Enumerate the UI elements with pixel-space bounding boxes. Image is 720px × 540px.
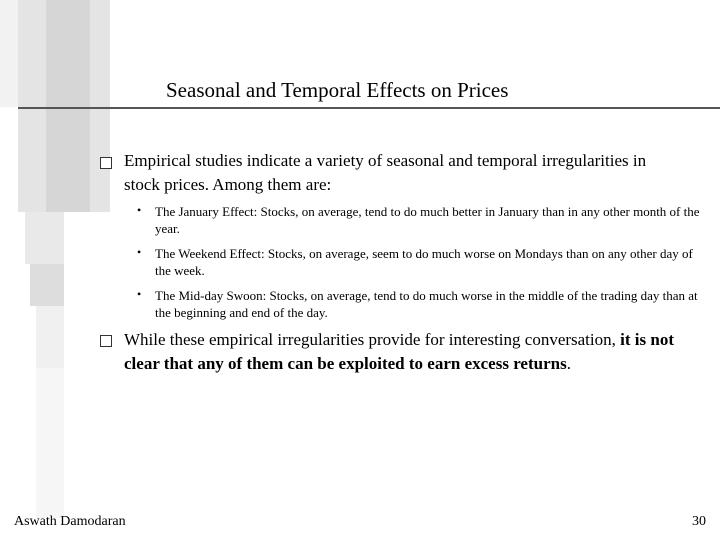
bullet-text: Empirical studies indicate a variety of seasonal and temporal irregularities in stock prices. Among them are: [124,151,647,194]
sub-bullet-dot: • [137,245,142,259]
bullet-text-emphasis: it is not clear that any of them can be exploited to earn excess returns [124,330,674,373]
square-bullet-icon [100,335,112,347]
bullet-text-plain: While these empirical irregularities provide for interesting conversation, [124,330,621,349]
sub-bullet-text: The January Effect: Stocks, on average, tend to do much better in January than in any other month of the year. [155,204,700,236]
decor-block [25,212,64,264]
decor-block [36,306,64,368]
decor-block [30,264,64,306]
footer-author: Aswath Damodaran [14,514,126,529]
sub-bullet-text: The Mid-day Swoon: Stocks, on average, tend to do much worse in the middle of the trading day than at the beginning and end of the day. [155,288,698,320]
square-bullet-icon [100,157,112,169]
sub-bullet-dot: • [137,287,142,301]
title-divider [18,107,720,109]
page-number: 30 [692,514,706,529]
sub-bullet-text: The Weekend Effect: Stocks, on average, seem to do much worse on Mondays than on any other day of the week. [155,246,693,278]
decor-block [46,0,90,212]
sub-bullet-dot: • [137,203,142,217]
bullet-text-end: . [566,354,571,373]
decor-block [36,368,64,518]
slide-title: Seasonal and Temporal Effects on Prices [166,78,509,102]
bullet-text [124,328,684,376]
